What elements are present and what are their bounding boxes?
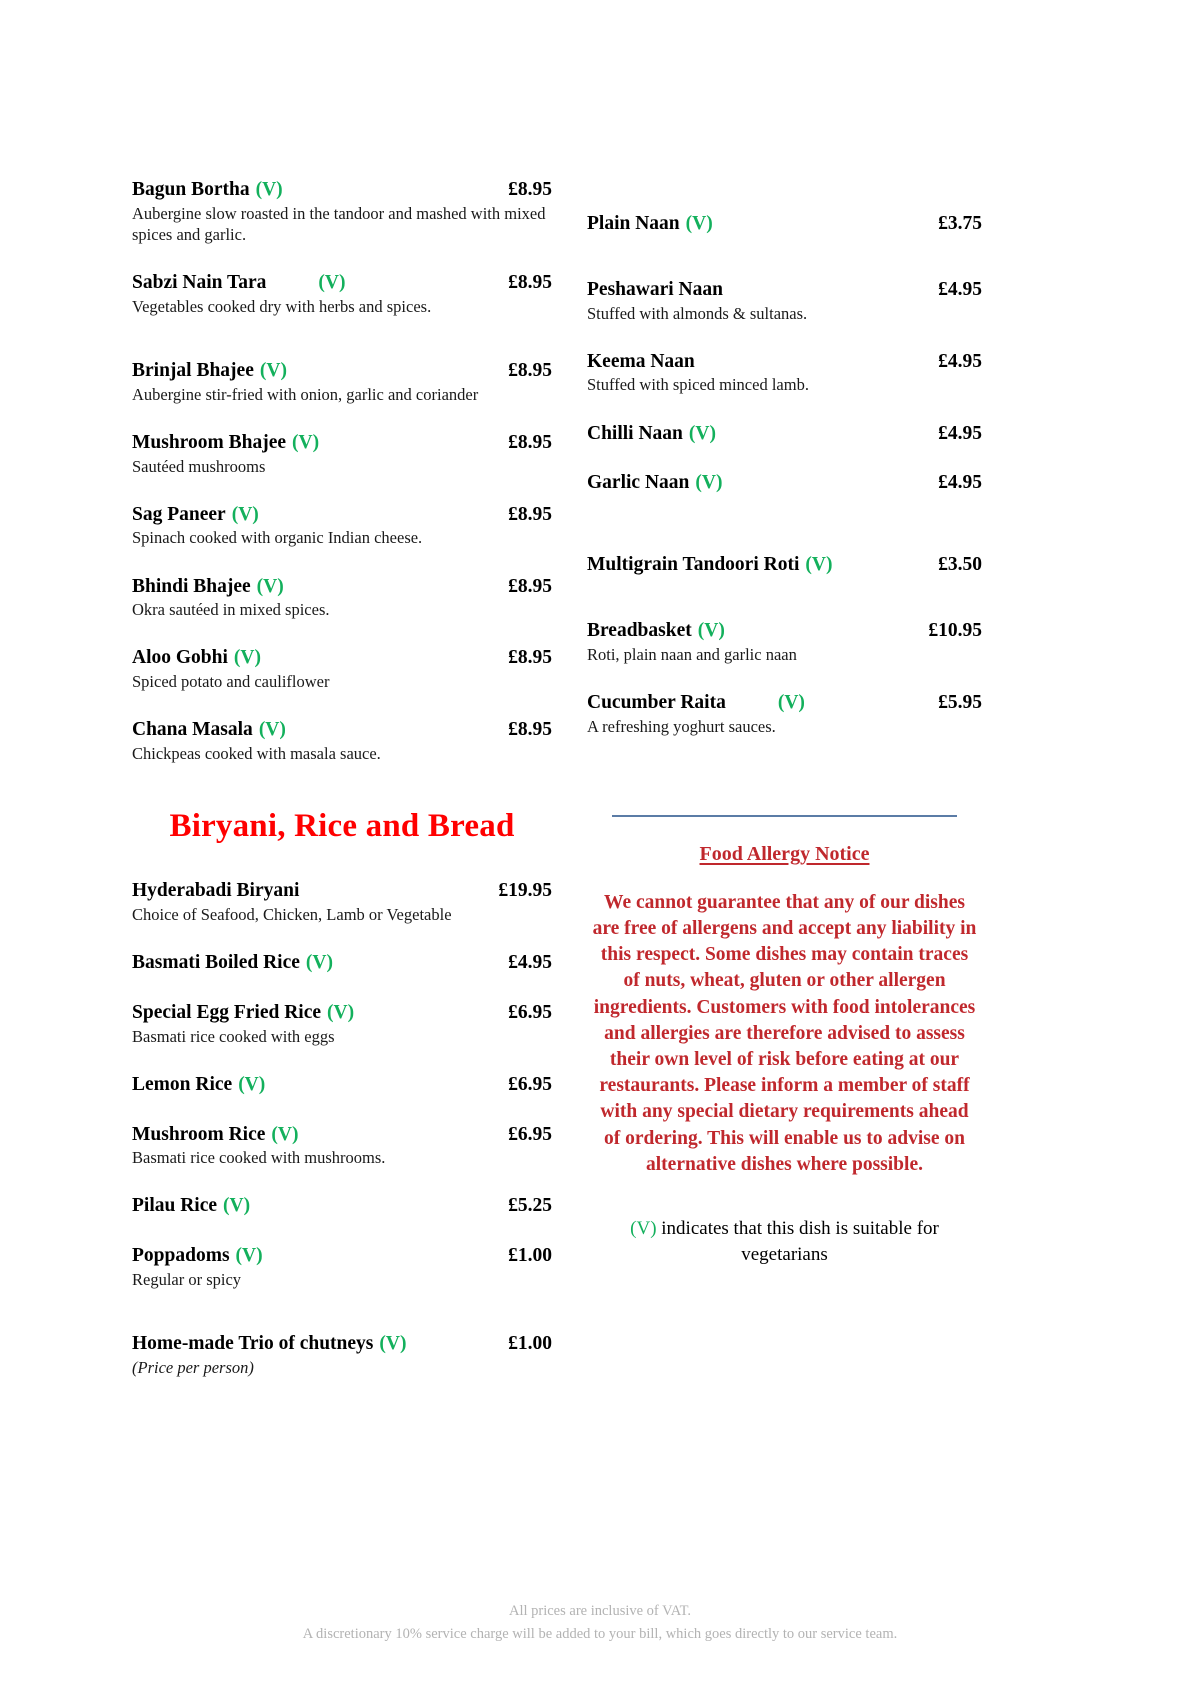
vegetarian-mark-icon: (V) — [258, 719, 286, 741]
menu-item — [132, 359, 552, 405]
vegetarian-mark-icon: (V) — [259, 359, 287, 381]
footer-service-charge-line: A discretionary 10% service charge will be added to your bill, which goes directly to our service team. — [302, 1625, 898, 1642]
menu-item-price: £5.25 — [508, 1195, 552, 1217]
menu-item-description: Roti, plain naan and garlic naan — [587, 644, 797, 664]
menu-item — [132, 1123, 552, 1169]
menu-item-name: Cucumber Raita — [587, 691, 726, 713]
menu-item-name: Breadbasket — [587, 619, 692, 641]
menu-item-title-group — [132, 575, 284, 599]
vegetarian-mark-icon: (V) — [697, 619, 725, 641]
menu-item-description: Sautéed mushrooms — [132, 456, 266, 476]
left-column — [132, 0, 552, 1380]
menu-item-header — [132, 1073, 552, 1097]
menu-item-header — [132, 879, 552, 903]
spacer — [132, 1099, 552, 1123]
menu-item-header — [132, 1194, 552, 1218]
menu-item — [132, 646, 552, 692]
page-footer — [0, 1600, 1200, 1645]
menu-item-header — [132, 646, 552, 670]
spacer — [132, 1049, 552, 1073]
menu-item-name: Poppadoms — [132, 1245, 230, 1267]
menu-item — [132, 718, 552, 764]
spacer — [132, 407, 552, 431]
menu-item-description: Okra sautéed in mixed spices. — [132, 600, 330, 620]
menu-item-price: £4.95 — [938, 350, 982, 372]
menu-item-name: Plain Naan — [587, 213, 680, 234]
menu-item-name: Keema Naan — [587, 350, 695, 372]
menu-item-title-group — [587, 278, 723, 302]
menu-item-description: Choice of Seafood, Chicken, Lamb or Vegetable — [132, 905, 452, 925]
menu-item — [132, 1244, 552, 1290]
spacer — [132, 247, 552, 271]
menu-item-title-group — [132, 1194, 250, 1218]
menu-item-header — [587, 278, 982, 302]
vegetarian-mark-icon: (V) — [777, 691, 805, 713]
vegetarian-mark-icon: (V) — [805, 554, 833, 576]
right-column — [587, 0, 982, 1267]
spacer — [132, 479, 552, 503]
menu-item-price: £8.95 — [508, 272, 552, 293]
vegetarian-legend-text: indicates that this dish is suitable for vegetarians — [656, 1218, 939, 1265]
menu-item-header — [132, 178, 552, 202]
menu-item-title-group — [587, 471, 722, 495]
spacer — [132, 927, 552, 951]
vegetarian-mark-icon: (V) — [223, 1195, 251, 1217]
menu-item-name: Lemon Rice — [132, 1073, 233, 1095]
menu-item-title-group — [132, 718, 286, 742]
menu-item-description: Vegetables cooked dry with herbs and spices. — [132, 296, 432, 316]
spacer — [587, 447, 982, 471]
menu-item-name: Bagun Bortha — [132, 179, 250, 200]
spacer — [132, 622, 552, 646]
menu-item-title-group — [132, 1073, 265, 1097]
menu-item-description: Spinach cooked with organic Indian cheese. — [132, 528, 423, 548]
menu-item-price: £1.00 — [508, 1333, 552, 1355]
menu-item-price: £8.95 — [508, 503, 552, 525]
menu-item — [587, 422, 982, 446]
vegetarian-mark-icon: (V) — [685, 213, 713, 234]
menu-item-name: Mushroom Rice — [132, 1123, 266, 1145]
divider-rule — [612, 815, 957, 817]
spacer — [132, 1170, 552, 1194]
vegetarian-mark-icon: (V) — [695, 472, 723, 494]
vegetarian-legend — [587, 1216, 982, 1267]
menu-item-name: Sag Paneer — [132, 503, 226, 525]
menu-item-name: Peshawari Naan — [587, 278, 723, 300]
vegetable-dishes-list — [132, 178, 552, 764]
menu-item-title-group — [132, 1123, 299, 1147]
menu-item-title-group — [587, 422, 716, 446]
menu-item-name: Special Egg Fried Rice — [132, 1001, 322, 1023]
menu-item-price: £8.95 — [508, 647, 552, 669]
menu-item-price: £3.75 — [938, 213, 982, 234]
spacer — [132, 551, 552, 575]
menu-item-title-group — [587, 619, 725, 643]
menu-item-header — [132, 1123, 552, 1147]
menu-item-title-group — [587, 691, 805, 715]
menu-item-header — [587, 619, 982, 643]
menu-item-name: Multigrain Tandoori Roti — [587, 554, 800, 576]
vegetarian-mark-icon: (V) — [688, 422, 716, 444]
menu-item-title-group — [132, 359, 287, 383]
allergy-notice-title: Food Allergy Notice — [699, 842, 870, 865]
allergy-notice-body: We cannot guarantee that any of our dishes are free of allergens and accept any liability in this respect. Some dishes may contain traces of nuts, wheat, gluten or other allergen ingredients. Customers with food intolerances and allergies are therefore advised to assess their own level of risk before eating at our restaurants. Please inform a member of staff with any special dietary requirements ahead of ordering. This will enable us to advise on alternative dishes where possible. — [592, 891, 977, 1175]
spacer — [587, 667, 982, 691]
menu-item-header — [132, 359, 552, 383]
menu-item-name: Chana Masala — [132, 719, 253, 741]
menu-item — [587, 212, 982, 236]
menu-item-title-group — [132, 178, 283, 202]
menu-item-price: £10.95 — [928, 619, 982, 641]
menu-item-header — [132, 575, 552, 599]
vegetarian-mark-icon: (V) — [271, 1123, 299, 1145]
menu-item-title-group — [132, 431, 319, 455]
menu-item-price: £6.95 — [508, 1123, 552, 1145]
spacer — [132, 1292, 552, 1332]
menu-item-price: £8.95 — [508, 359, 552, 381]
spacer — [587, 497, 982, 553]
vegetarian-mark-icon: (V) — [231, 503, 259, 525]
menu-item-description: A refreshing yoghurt sauces. — [587, 716, 776, 736]
spacer — [587, 398, 982, 422]
menu-item-description: Chickpeas cooked with masala sauce. — [132, 744, 381, 764]
vegetarian-mark-icon: (V) — [292, 431, 320, 453]
menu-item-price: £8.95 — [508, 575, 552, 597]
menu-item-description: Basmati rice cooked with eggs — [132, 1026, 335, 1046]
menu-item — [132, 178, 552, 245]
menu-item-name: Bhindi Bhajee — [132, 575, 251, 597]
vegetarian-mark-icon: (V) — [630, 1218, 657, 1240]
menu-item-title-group — [587, 212, 713, 236]
spacer — [132, 1220, 552, 1244]
menu-item — [132, 1001, 552, 1047]
menu-item-price: £3.50 — [938, 554, 982, 576]
menu-item-price: £8.95 — [508, 719, 552, 741]
menu-item-header — [587, 691, 982, 715]
food-allergy-notice — [587, 815, 982, 1268]
menu-item-header — [132, 718, 552, 742]
menu-item-title-group — [132, 271, 345, 295]
menu-item-description: Aubergine stir-fried with onion, garlic and coriander — [132, 384, 479, 404]
vegetarian-mark-icon: (V) — [327, 1001, 355, 1023]
vegetarian-mark-icon: (V) — [238, 1073, 266, 1095]
menu-item-name: Home-made Trio of chutneys — [132, 1333, 374, 1355]
menu-item-header — [132, 271, 552, 295]
menu-item — [132, 1332, 552, 1378]
menu-item-title-group — [132, 879, 299, 903]
menu-item-title-group — [132, 503, 259, 527]
biryani-rice-bread-list — [132, 879, 552, 1378]
vegetarian-mark-icon: (V) — [235, 1245, 263, 1267]
menu-item — [587, 619, 982, 665]
menu-item-header — [132, 1001, 552, 1025]
menu-item-description: Regular or spicy — [132, 1270, 242, 1290]
menu-item-title-group — [587, 553, 832, 577]
menu-item-description: Basmati rice cooked with mushrooms. — [132, 1148, 386, 1168]
menu-item-header — [132, 1332, 552, 1356]
menu-item — [587, 471, 982, 495]
menu-item-price: £4.95 — [938, 422, 982, 444]
menu-item-title-group — [587, 350, 695, 374]
menu-item-title-group — [132, 1001, 354, 1025]
menu-item — [132, 503, 552, 549]
menu-item-name: Pilau Rice — [132, 1195, 218, 1217]
spacer — [587, 579, 982, 619]
menu-item-header — [587, 471, 982, 495]
spacer — [587, 326, 982, 350]
menu-item-title-group — [132, 1332, 406, 1356]
menu-item-header — [587, 422, 982, 446]
breads-list — [587, 212, 982, 737]
menu-item-description: Stuffed with spiced minced lamb. — [587, 375, 809, 395]
menu-item-header — [132, 431, 552, 455]
vegetarian-mark-icon: (V) — [255, 179, 283, 200]
menu-item-price: £8.95 — [508, 431, 552, 453]
vegetarian-mark-icon: (V) — [379, 1333, 407, 1355]
menu-item-name: Garlic Naan — [587, 472, 690, 494]
menu-item — [132, 271, 552, 317]
spacer — [132, 694, 552, 718]
spacer — [132, 977, 552, 1001]
menu-item-title-group — [132, 1244, 263, 1268]
footer-vat-line: All prices are inclusive of VAT. — [508, 1603, 691, 1620]
menu-item-price: £19.95 — [498, 880, 552, 902]
menu-item — [587, 350, 982, 396]
menu-item-price: £6.95 — [508, 1073, 552, 1095]
menu-item-description: Stuffed with almonds & sultanas. — [587, 303, 808, 323]
menu-item-price: £4.95 — [508, 952, 552, 974]
menu-item — [587, 691, 982, 737]
spacer — [587, 238, 982, 278]
menu-item-header — [132, 951, 552, 975]
menu-item-price: £1.00 — [508, 1245, 552, 1267]
menu-item-name: Mushroom Bhajee — [132, 431, 287, 453]
menu-item-name: Basmati Boiled Rice — [132, 952, 300, 974]
menu-item-name: Hyderabadi Biryani — [132, 880, 300, 902]
vegetarian-mark-icon: (V) — [256, 575, 284, 597]
vegetarian-mark-icon: (V) — [305, 952, 333, 974]
menu-item-header — [132, 503, 552, 527]
menu-item-price: £4.95 — [938, 278, 982, 300]
menu-item — [132, 575, 552, 621]
menu-item-title-group — [132, 646, 261, 670]
menu-item-description: (Price per person) — [132, 1357, 254, 1377]
vegetarian-mark-icon: (V) — [318, 272, 346, 293]
menu-item-name: Sabzi Nain Tara — [132, 272, 267, 293]
menu-item-header — [132, 1244, 552, 1268]
menu-item-name: Aloo Gobhi — [132, 647, 228, 669]
menu-item — [132, 1194, 552, 1218]
menu-item — [587, 278, 982, 324]
menu-item — [132, 1073, 552, 1097]
menu-item — [132, 431, 552, 477]
vegetarian-mark-icon: (V) — [233, 647, 261, 669]
menu-item-header — [587, 212, 982, 236]
menu-item-title-group — [132, 951, 333, 975]
menu-item — [132, 879, 552, 925]
menu-item-description: Spiced potato and cauliflower — [132, 672, 330, 692]
menu-item-price: £4.95 — [938, 472, 982, 494]
menu-item-name: Chilli Naan — [587, 422, 683, 444]
section-heading-biryani-rice-bread: Biryani, Rice and Bread — [169, 808, 515, 845]
menu-item — [132, 951, 552, 975]
menu-item-price: £8.95 — [508, 179, 552, 200]
menu-item-description: Aubergine slow roasted in the tandoor and mashed with mixed spices and garlic. — [132, 203, 546, 244]
menu-item-price: £6.95 — [508, 1001, 552, 1023]
menu-item-header — [587, 350, 982, 374]
menu-item — [587, 553, 982, 577]
menu-item-name: Brinjal Bhajee — [132, 359, 254, 381]
spacer — [132, 319, 552, 359]
menu-item-header — [587, 553, 982, 577]
menu-item-price: £5.95 — [938, 691, 982, 713]
